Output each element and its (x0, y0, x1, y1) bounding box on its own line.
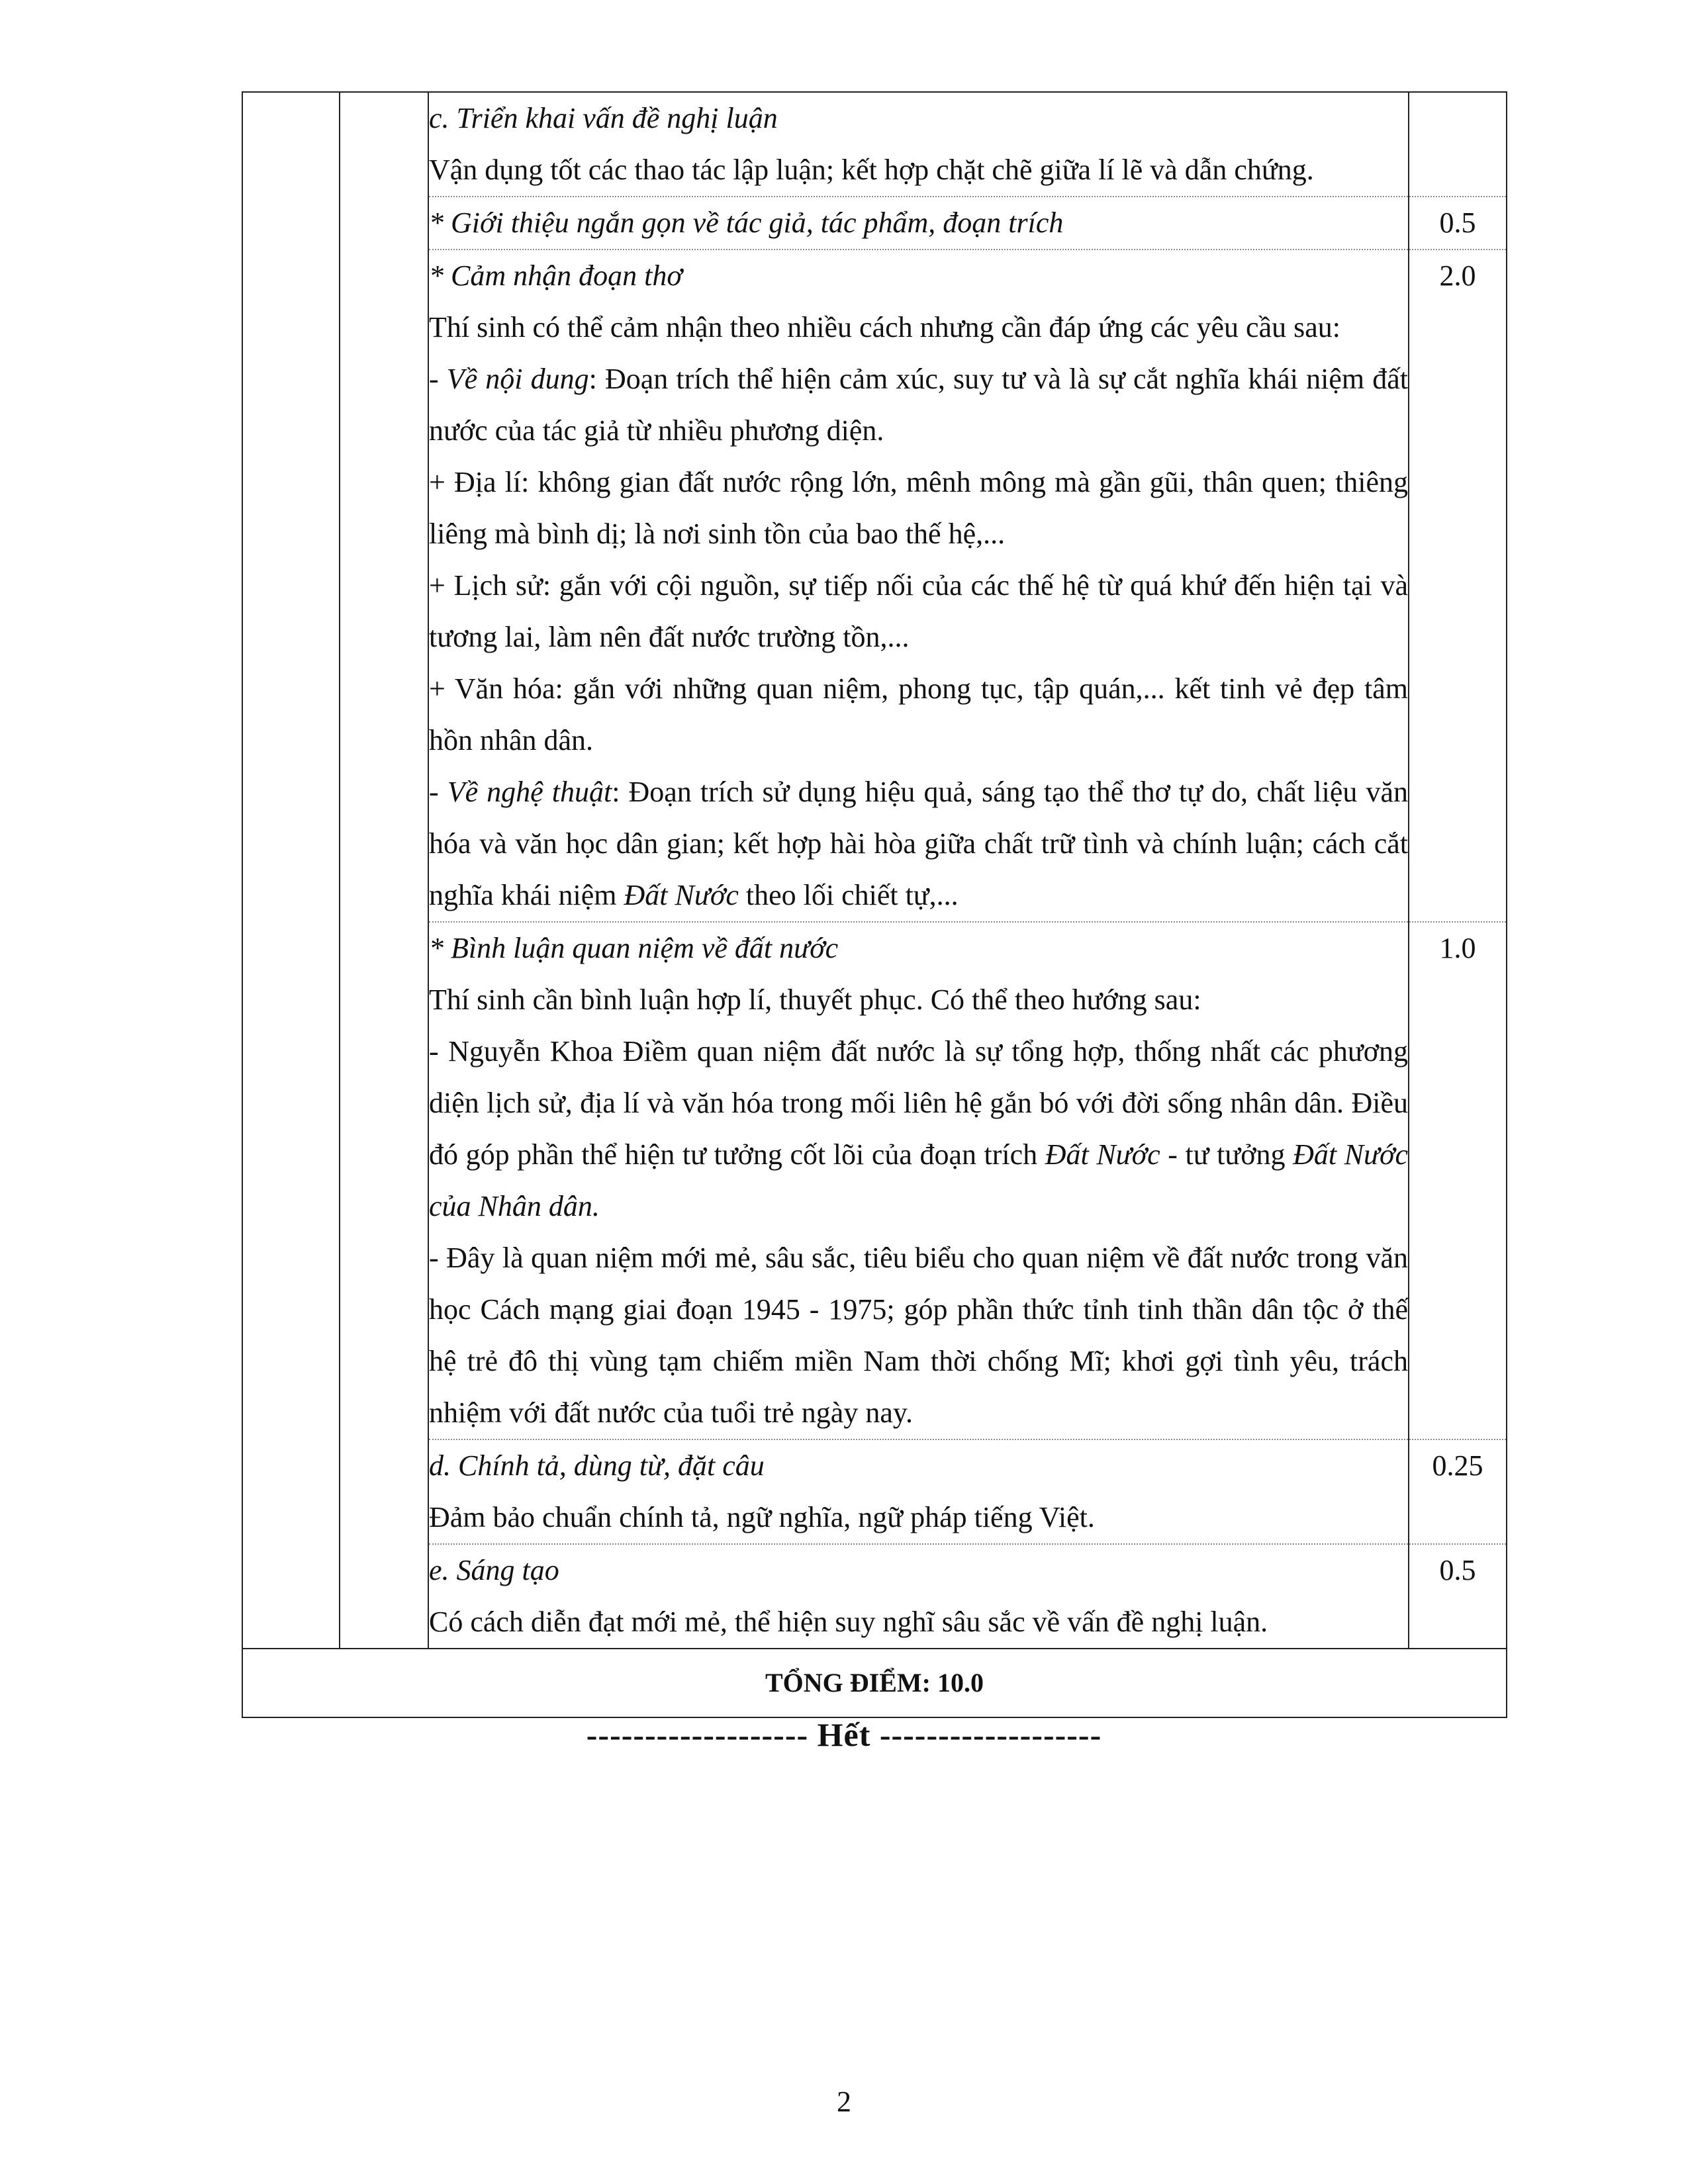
criterion-d-title: d. Chính tả, dùng từ, đặt câu (429, 1449, 765, 1482)
criterion-intro (428, 197, 1409, 250)
poem-content-label: Về nội dung (446, 363, 589, 395)
poem-content-text: : Đoạn trích thể hiện cảm xúc, suy tư và là sự cắt nghĩa khái niệm đất nước của tác giả từ nhiều phương diện. (429, 363, 1409, 447)
table-row (242, 1544, 1507, 1649)
dash: - (429, 363, 447, 395)
table-row (242, 922, 1507, 1439)
criterion-intro-title: * Giới thiệu ngắn gọn về tác giả, tác phẩm, đoạn trích (429, 206, 1064, 239)
comment-line1: Thí sinh cần bình luận hợp lí, thuyết phục. Có thể theo hướng sau: (429, 983, 1201, 1016)
page-number: 2 (837, 2085, 851, 2118)
criterion-poem (428, 250, 1409, 922)
score-poem: 2.0 (1409, 250, 1507, 922)
score-c (1409, 92, 1507, 197)
poem-art-tail: theo lối chiết tự,... (738, 879, 959, 911)
criterion-e (428, 1544, 1409, 1649)
criterion-comment (428, 922, 1409, 1439)
criterion-c (428, 92, 1409, 197)
total-row (242, 1649, 1507, 1717)
comment-p1-mid: - tư tưởng (1160, 1138, 1293, 1171)
poem-geo: + Địa lí: không gian đất nước rộng lớn, mênh mông mà gần gũi, thân quen; thiêng liêng mà bình dị; là nơi sinh tồn của bao thế hệ,... (429, 466, 1408, 550)
empty-cell-col2 (340, 92, 428, 1649)
comment-p1-text: - Nguyễn Khoa Điềm quan niệm đất nước là sự tổng hợp, thống nhất các phương diện lịch sử, địa lí và văn hóa trong mối liên hệ gắn bó với đời sống nhân dân. Điều đó góp phần thể hiện tư tưởng cốt lõi của đoạn trích (429, 1035, 1408, 1171)
score-comment: 1.0 (1409, 922, 1507, 1439)
criterion-d-text: Đảm bảo chuẩn chính tả, ngữ nghĩa, ngữ pháp tiếng Việt. (429, 1501, 1095, 1533)
comment-paragraph-2: - Đây là quan niệm mới mẻ, sâu sắc, tiêu biểu cho quan niệm về đất nước trong văn học Cách mạng giai đoạn 1945 - 1975; góp phần thức tỉnh tinh thần dân tộc ở thế hệ trẻ đô thị vùng tạm chiếm miền Nam thời chống Mĩ; khơi gợi tình yêu, trách nhiệm với đất nước của tuổi trẻ ngày nay. (429, 1242, 1408, 1429)
poem-line1: Thí sinh có thể cảm nhận theo nhiều cách nhưng cần đáp ứng các yêu cầu sau: (429, 311, 1340, 343)
dash: - (429, 776, 447, 808)
poem-content-paragraph (429, 353, 1408, 457)
poem-cult: + Văn hóa: gắn với những quan niệm, phong tục, tập quán,... kết tinh vẻ đẹp tâm hồn nhân dân. (429, 672, 1408, 756)
poem-art-text: : Đoạn trích sử dụng hiệu quả, sáng tạo thể thơ tự do, chất liệu văn hóa và văn học dân gian; kết hợp hài hòa giữa chất trữ tình và chính luận; cách cắt nghĩa khái niệm (429, 776, 1408, 911)
comment-paragraph-1 (429, 1026, 1408, 1232)
criterion-e-title: e. Sáng tạo (429, 1554, 559, 1586)
criterion-c-text: Vận dụng tốt các thao tác lập luận; kết hợp chặt chẽ giữa lí lẽ và dẫn chứng. (429, 154, 1314, 186)
poem-art-paragraph (429, 766, 1408, 921)
table-row (242, 92, 1507, 197)
table-row (242, 197, 1507, 250)
comment-p1-italic: Đất Nước (1045, 1138, 1160, 1171)
poem-art-label: Về nghệ thuật (447, 776, 612, 808)
criterion-c-title: c. Triển khai vấn đề nghị luận (429, 102, 778, 134)
score-d: 0.25 (1409, 1439, 1507, 1544)
table-row (242, 250, 1507, 922)
criterion-poem-title: * Cảm nhận đoạn thơ (429, 259, 682, 292)
end-marker: ------------------- Hết ------------------- (586, 1716, 1102, 1753)
poem-art-italic: Đất Nước (624, 879, 739, 911)
total-score: TỔNG ĐIỂM: 10.0 (242, 1649, 1507, 1717)
score-intro: 0.5 (1409, 197, 1507, 250)
criterion-comment-title: * Bình luận quan niệm về đất nước (429, 932, 839, 964)
grading-table (242, 91, 1507, 1718)
empty-cell-col1 (242, 92, 340, 1649)
score-e: 0.5 (1409, 1544, 1507, 1649)
comment-p1-italic2: Đất Nước của Nhân dân. (429, 1138, 1409, 1222)
criterion-e-text: Có cách diễn đạt mới mẻ, thể hiện suy nghĩ sâu sắc về vấn đề nghị luận. (429, 1606, 1268, 1638)
poem-hist: + Lịch sử: gắn với cội nguồn, sự tiếp nối của các thế hệ từ quá khứ đến hiện tại và tương lai, làm nên đất nước trường tồn,... (429, 569, 1408, 653)
criterion-d (428, 1439, 1409, 1544)
table-row (242, 1439, 1507, 1544)
